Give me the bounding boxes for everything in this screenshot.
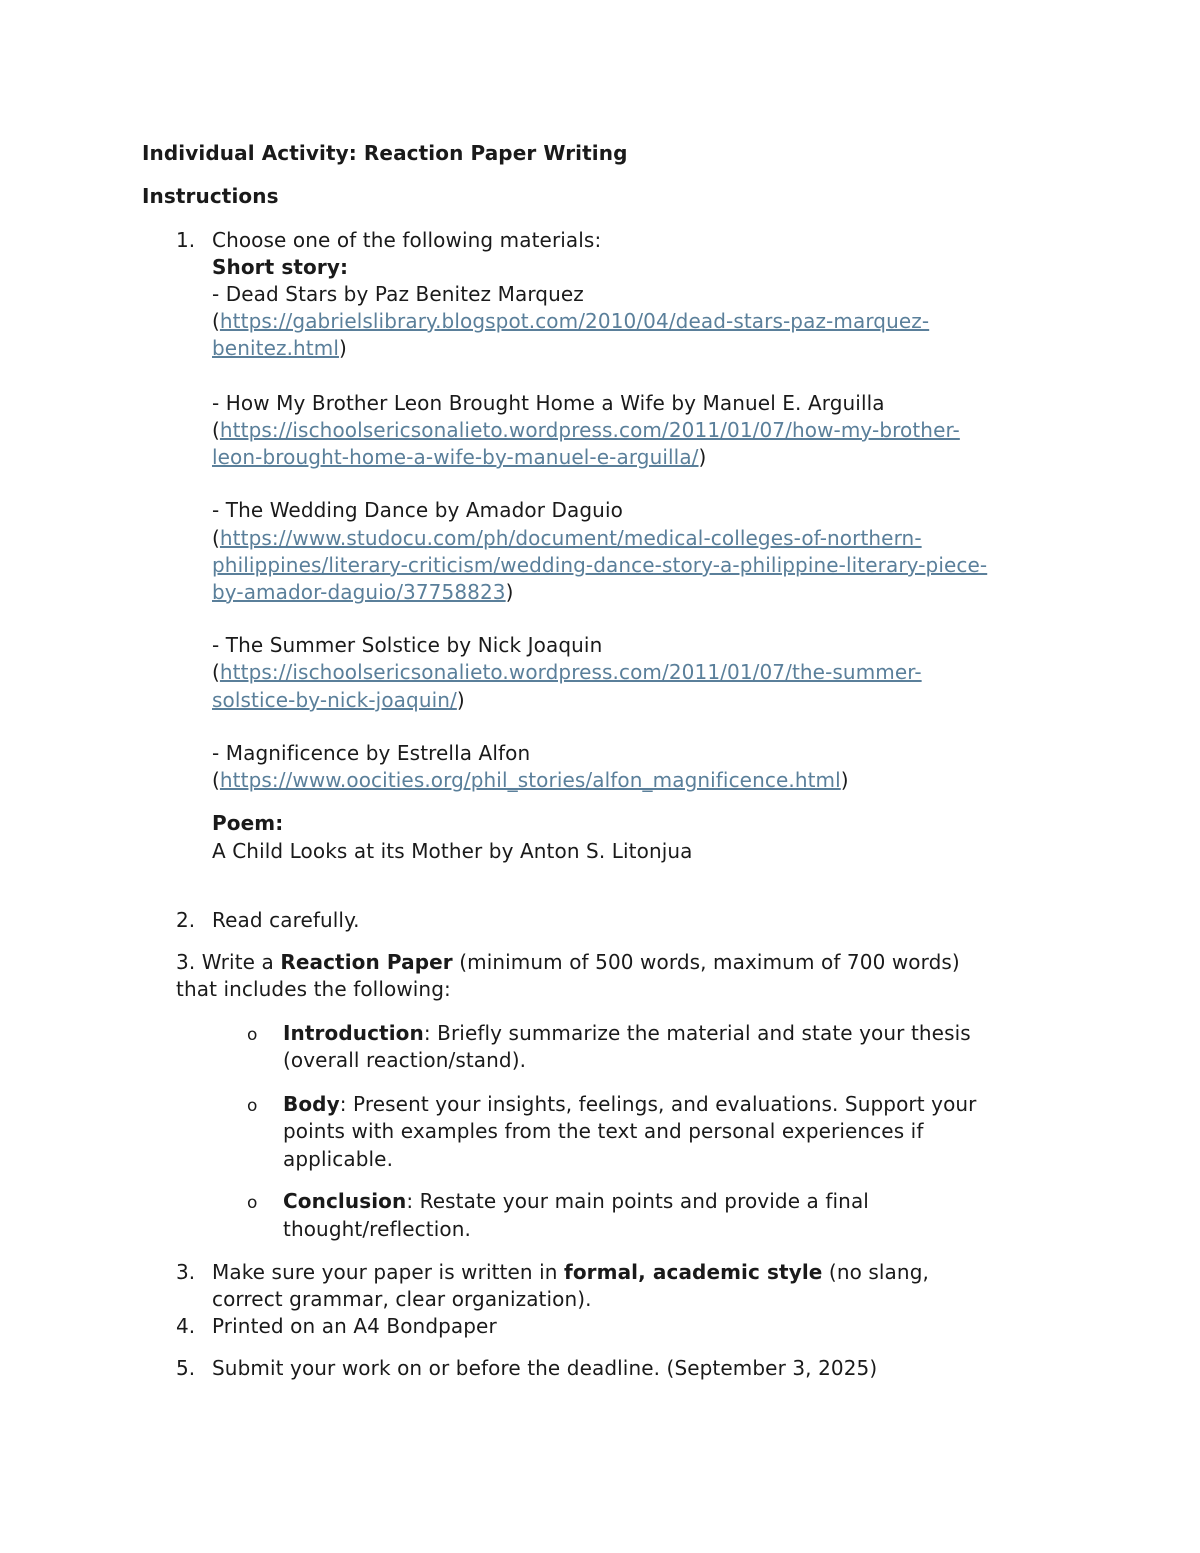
- story-link[interactable]: https://www.studocu.com/ph/document/medical-colleges-of-northern-: [219, 526, 922, 550]
- paren-close: ): [456, 688, 465, 712]
- paren-close: ): [698, 445, 707, 469]
- story-link[interactable]: benitez.html: [212, 336, 339, 360]
- paren-close: ): [339, 336, 347, 360]
- story-link[interactable]: https://ischoolsericsonalieto.wordpress.com/2011/01/07/how-my-brother-: [219, 418, 960, 442]
- story-link[interactable]: https://gabrielslibrary.blogspot.com/2010/04/dead-stars-paz-marquez-: [219, 309, 930, 333]
- document-title: Individual Activity: Reaction Paper Writing: [142, 141, 628, 165]
- item-5-text: Submit your work on or before the deadline. (September 3, 2025): [212, 1356, 878, 1380]
- bullet-text: : Restate your main points and provide a final: [406, 1189, 869, 1213]
- item-1-text: Choose one of the following materials:: [212, 228, 602, 252]
- instructions-heading: Instructions: [142, 184, 279, 208]
- bullet-label: Introduction: [283, 1021, 424, 1045]
- formal-style-emphasis: formal, academic style: [564, 1260, 823, 1284]
- story-link[interactable]: https://ischoolsericsonalieto.wordpress.com/2011/01/07/the-summer-: [219, 660, 922, 684]
- bullet-icon: o: [247, 1096, 258, 1116]
- paren-open: (: [212, 309, 220, 333]
- paren-open: (: [212, 418, 220, 442]
- bullet-icon: o: [247, 1025, 258, 1045]
- paren-open: (: [212, 526, 220, 550]
- list-number: 3.: [176, 1260, 196, 1284]
- story-title: - The Summer Solstice by Nick Joaquin: [212, 633, 603, 657]
- story-link[interactable]: by-amador-daguio/37758823: [212, 580, 506, 604]
- list-number: 1.: [176, 228, 196, 252]
- bullet-icon: o: [247, 1193, 258, 1213]
- item-3b-text: [212, 1259, 929, 1286]
- short-story-heading: Short story:: [212, 255, 349, 279]
- paren-close: ): [840, 768, 849, 792]
- bullet-text: : Present your insights, feelings, and evaluations. Support your: [339, 1092, 977, 1116]
- story-link-line: [212, 767, 849, 794]
- paren-open: (: [212, 768, 220, 792]
- story-link-line: [212, 659, 922, 686]
- story-link[interactable]: https://www.oocities.org/phil_stories/alfon_magnificence.html: [219, 768, 841, 792]
- story-title: - Magnificence by Estrella Alfon: [212, 741, 531, 765]
- reaction-paper-emphasis: Reaction Paper: [280, 950, 453, 974]
- paren-open: (: [212, 660, 220, 684]
- paren-close: ): [505, 580, 514, 604]
- item-2-text: Read carefully.: [212, 908, 360, 932]
- story-link-line: [212, 308, 929, 335]
- bullet-text: (overall reaction/stand).: [283, 1048, 527, 1072]
- story-link-line: [212, 687, 465, 714]
- story-link[interactable]: philippines/literary-criticism/wedding-dance-story-a-philippine-literary-piece-: [212, 553, 988, 577]
- bullet-text: applicable.: [283, 1147, 394, 1171]
- story-link-line: [212, 417, 960, 444]
- list-number: 5.: [176, 1356, 196, 1380]
- bullet-text: points with examples from the text and personal experiences if: [283, 1119, 924, 1143]
- story-link-line: [212, 444, 706, 471]
- bullet-text: thought/reflection.: [283, 1217, 471, 1241]
- story-title: - How My Brother Leon Brought Home a Wife by Manuel E. Arguilla: [212, 391, 885, 415]
- poem-heading: Poem:: [212, 811, 284, 835]
- story-link[interactable]: solstice-by-nick-joaquin/: [212, 688, 457, 712]
- story-link-line: [212, 579, 514, 606]
- item-3b-pre: Make sure your paper is written in: [212, 1260, 565, 1284]
- bullet-label: Conclusion: [283, 1189, 407, 1213]
- bullet-text: : Briefly summarize the material and state your thesis: [423, 1021, 971, 1045]
- item-3-text: [176, 949, 960, 976]
- item-3b-post: (no slang,: [822, 1260, 929, 1284]
- bullet-conclusion: [283, 1188, 869, 1215]
- item-3-rest: (minimum of 500 words, maximum of 700 words): [452, 950, 960, 974]
- bullet-label: Body: [283, 1092, 340, 1116]
- story-title: - Dead Stars by Paz Benitez Marquez: [212, 282, 584, 306]
- story-link-line: [212, 335, 347, 362]
- item-3b-line2: correct grammar, clear organization).: [212, 1287, 592, 1311]
- item-4-text: Printed on an A4 Bondpaper: [212, 1314, 497, 1338]
- poem-title: A Child Looks at its Mother by Anton S. Litonjua: [212, 839, 693, 863]
- bullet-introduction: [283, 1020, 971, 1047]
- story-link[interactable]: leon-brought-home-a-wife-by-manuel-e-arguilla/: [212, 445, 699, 469]
- story-title: - The Wedding Dance by Amador Daguio: [212, 498, 623, 522]
- list-number: 4.: [176, 1314, 196, 1338]
- bullet-body: [283, 1091, 977, 1118]
- item-3-line2: that includes the following:: [176, 977, 451, 1001]
- list-number: 2.: [176, 908, 196, 932]
- item-3-prefix: 3. Write a: [176, 950, 281, 974]
- story-link-line: [212, 552, 987, 579]
- story-link-line: [212, 525, 922, 552]
